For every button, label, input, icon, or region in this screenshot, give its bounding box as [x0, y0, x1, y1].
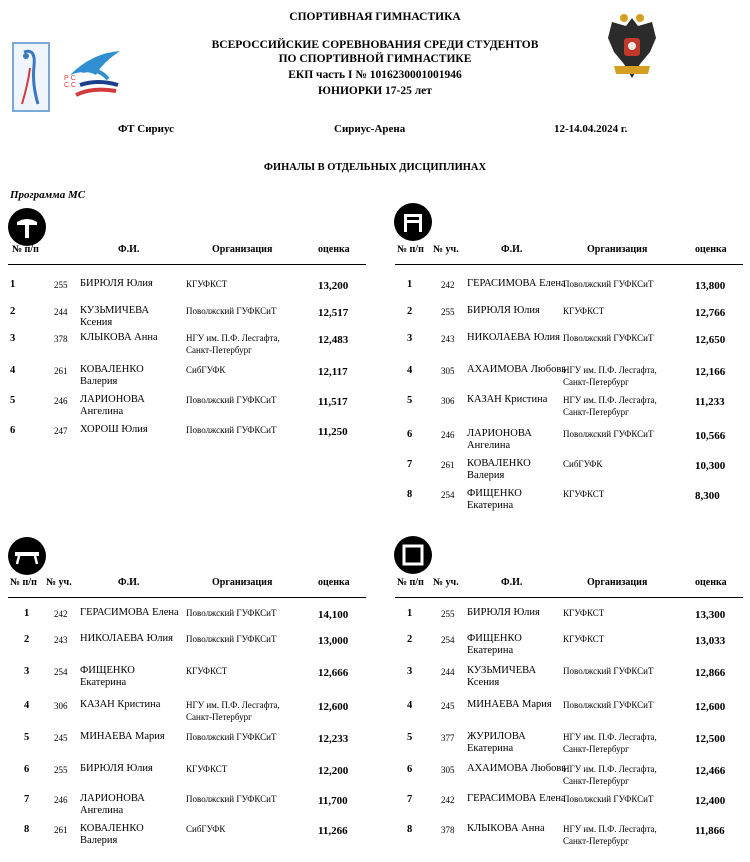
- athlete-name-cell: КУЗЬМИЧЕВА Ксения: [80, 305, 150, 328]
- age-group: ЮНИОРКИ 17-25 лет: [318, 85, 432, 97]
- participant-number-cell: 255: [441, 307, 455, 317]
- header-rule: [8, 264, 366, 265]
- score-cell: 12,233: [318, 733, 349, 745]
- col-header-score: оценка: [318, 577, 350, 588]
- uneven-bars-icon: [394, 203, 432, 241]
- table-row: [0, 763, 375, 791]
- col-header-place: № п/п: [397, 244, 424, 255]
- vault-icon: [8, 208, 46, 246]
- table-row: [0, 699, 375, 727]
- col-header-name: Ф.И.: [118, 244, 140, 255]
- table-row: [387, 633, 750, 661]
- table-row: [0, 332, 375, 360]
- place-cell: 3: [10, 333, 16, 344]
- place-cell: 5: [24, 732, 30, 743]
- athlete-name-cell: ЛАРИОНОВА Ангелина: [80, 793, 145, 816]
- participant-number-cell: 255: [54, 280, 68, 290]
- participant-number-cell: 254: [441, 635, 455, 645]
- participant-number-cell: 246: [54, 795, 68, 805]
- coat-of-arms-emblem: [604, 12, 660, 82]
- competition-title: ВСЕРОССИЙСКИЕ СОРЕВНОВАНИЯ СРЕДИ СТУДЕНТОВ: [211, 39, 539, 51]
- table-row: [0, 633, 375, 661]
- participant-number-cell: 261: [54, 825, 68, 835]
- place-cell: 5: [10, 395, 16, 406]
- table-row: [0, 394, 375, 422]
- athlete-name-cell: ФИЩЕНКО Екатерина: [80, 665, 135, 688]
- score-cell: 12,600: [695, 701, 726, 713]
- participant-number-cell: 246: [441, 430, 455, 440]
- athlete-name-cell: АХАИМОВА Любовь: [467, 364, 567, 375]
- place-cell: 6: [407, 764, 413, 775]
- table-row: [387, 305, 750, 333]
- organization-cell: Поволжский ГУФКСиТ: [186, 425, 277, 435]
- organization-cell: Поволжский ГУФКСиТ: [186, 634, 277, 644]
- program-label: Программа МС: [10, 189, 86, 201]
- section-title: ФИНАЛЫ В ОТДЕЛЬНЫХ ДИСЦИПЛИНАХ: [263, 162, 487, 173]
- organization-cell: НГУ им. П.Ф. Лесгафта, Санкт-Петербург: [186, 700, 280, 722]
- organization-cell: Поволжский ГУФКСиТ: [563, 333, 654, 343]
- place-cell: 6: [10, 425, 16, 436]
- table-row: [387, 488, 750, 516]
- score-cell: 13,000: [318, 635, 349, 647]
- col-header-organization: Организация: [587, 244, 648, 255]
- athlete-name-cell: БИРЮЛЯ Юлия: [467, 305, 540, 316]
- organization-cell: Поволжский ГУФКСиТ: [186, 732, 277, 742]
- header-rule: [8, 597, 366, 598]
- table-row: [387, 394, 750, 422]
- place-cell: 8: [407, 489, 413, 500]
- athlete-name-cell: МИНАЕВА Мария: [467, 699, 552, 710]
- place-cell: 2: [407, 634, 413, 645]
- col-header-number: № уч.: [433, 577, 459, 588]
- place-cell: 4: [10, 365, 16, 376]
- athlete-name-cell: ЛАРИОНОВА Ангелина: [80, 394, 145, 417]
- table-row: [0, 793, 375, 821]
- col-header-organization: Организация: [212, 577, 273, 588]
- organization-cell: НГУ им. П.Ф. Лесгафта, Санкт-Петербург: [563, 824, 657, 846]
- athlete-name-cell: ХОРОШ Юлия: [80, 424, 148, 435]
- participant-number-cell: 244: [54, 307, 68, 317]
- col-header-score: оценка: [318, 244, 350, 255]
- table-row: [387, 428, 750, 456]
- table-row: [387, 731, 750, 759]
- organization-cell: Поволжский ГУФКСиТ: [186, 794, 277, 804]
- place-cell: 1: [10, 279, 16, 290]
- participant-number-cell: 242: [441, 280, 455, 290]
- organization-cell: КГУФКСТ: [186, 666, 228, 676]
- participant-number-cell: 245: [54, 733, 68, 743]
- organization-cell: НГУ им. П.Ф. Лесгафта, Санкт-Петербург: [563, 764, 657, 786]
- organization-cell: НГУ им. П.Ф. Лесгафта, Санкт-Петербург: [563, 365, 657, 387]
- col-header-organization: Организация: [587, 577, 648, 588]
- score-cell: 12,517: [318, 307, 349, 319]
- athlete-name-cell: ГЕРАСИМОВА Елена: [80, 607, 179, 618]
- place-cell: 4: [407, 700, 413, 711]
- organization-cell: НГУ им. П.Ф. Лесгафта, Санкт-Петербург: [563, 732, 657, 754]
- participant-number-cell: 242: [441, 795, 455, 805]
- col-header-score: оценка: [695, 577, 727, 588]
- col-header-score: оценка: [695, 244, 727, 255]
- place-cell: 1: [24, 608, 30, 619]
- table-row: [387, 699, 750, 727]
- athlete-name-cell: БИРЮЛЯ Юлия: [467, 607, 540, 618]
- athlete-name-cell: КАЗАН Кристина: [80, 699, 161, 710]
- athlete-name-cell: БИРЮЛЯ Юлия: [80, 278, 153, 289]
- floor-exercise-icon: [394, 536, 432, 574]
- place-cell: 2: [10, 306, 16, 317]
- organizer: ФТ Сириус: [118, 123, 175, 135]
- organization-cell: СибГУФК: [186, 365, 226, 375]
- score-cell: 13,033: [695, 635, 726, 647]
- organization-cell: Поволжский ГУФКСиТ: [563, 279, 654, 289]
- organization-cell: Поволжский ГУФКСиТ: [186, 395, 277, 405]
- table-row: [387, 793, 750, 821]
- organization-cell: КГУФКСТ: [563, 306, 605, 316]
- place-cell: 4: [24, 700, 30, 711]
- col-header-organization: Организация: [212, 244, 273, 255]
- table-row: [0, 424, 375, 452]
- place-cell: 7: [407, 459, 413, 470]
- score-cell: 13,300: [695, 609, 726, 621]
- venue: Сириус-Арена: [334, 123, 406, 135]
- place-cell: 3: [24, 666, 30, 677]
- score-cell: 12,117: [318, 366, 348, 378]
- participant-number-cell: 254: [54, 667, 68, 677]
- score-cell: 12,466: [695, 765, 726, 777]
- score-cell: 11,517: [318, 396, 348, 408]
- organization-cell: Поволжский ГУФКСиТ: [563, 700, 654, 710]
- participant-number-cell: 254: [441, 490, 455, 500]
- participant-number-cell: 378: [54, 334, 68, 344]
- score-cell: 14,100: [318, 609, 349, 621]
- organization-cell: КГУФКСТ: [563, 634, 605, 644]
- table-row: [387, 332, 750, 360]
- participant-number-cell: 245: [441, 701, 455, 711]
- score-cell: 13,800: [695, 280, 726, 292]
- col-header-place: № п/п: [397, 577, 424, 588]
- organization-cell: Поволжский ГУФКСиТ: [186, 306, 277, 316]
- table-row: [387, 665, 750, 693]
- participant-number-cell: 377: [441, 733, 455, 743]
- athlete-name-cell: ГЕРАСИМОВА Елена: [467, 793, 566, 804]
- col-header-name: Ф.И.: [118, 577, 140, 588]
- score-cell: 11,700: [318, 795, 348, 807]
- table-row: [0, 823, 375, 851]
- place-cell: 4: [407, 365, 413, 376]
- participant-number-cell: 306: [441, 396, 455, 406]
- place-cell: 6: [24, 764, 30, 775]
- col-header-place: № п/п: [10, 577, 37, 588]
- place-cell: 3: [407, 666, 413, 677]
- participant-number-cell: 305: [441, 366, 455, 376]
- participant-number-cell: 243: [441, 334, 455, 344]
- balance-beam-icon: [8, 537, 46, 575]
- athlete-name-cell: КЛЫКОВА Анна: [467, 823, 545, 834]
- place-cell: 8: [407, 824, 413, 835]
- score-cell: 12,766: [695, 307, 726, 319]
- doc-title: СПОРТИВНАЯ ГИМНАСТИКА: [289, 11, 461, 23]
- col-header-place: № п/п: [12, 244, 39, 255]
- athlete-name-cell: КОВАЛЕНКО Валерия: [80, 364, 144, 387]
- place-cell: 7: [407, 794, 413, 805]
- athlete-name-cell: ЖУРИЛОВА Екатерина: [467, 731, 526, 754]
- athlete-name-cell: АХАИМОВА Любовь: [467, 763, 567, 774]
- place-cell: 1: [407, 608, 413, 619]
- place-cell: 2: [24, 634, 30, 645]
- competition-subtitle: ПО СПОРТИВНОЙ ГИМНАСТИКЕ: [278, 53, 472, 65]
- score-cell: 12,500: [695, 733, 726, 745]
- table-row: [0, 665, 375, 693]
- participant-number-cell: 243: [54, 635, 68, 645]
- header-rule: [395, 264, 743, 265]
- score-cell: 10,300: [695, 460, 726, 472]
- organization-cell: Поволжский ГУФКСиТ: [186, 608, 277, 618]
- organization-cell: КГУФКСТ: [563, 489, 605, 499]
- table-row: [0, 278, 375, 306]
- athlete-name-cell: КУЗЬМИЧЕВА Ксения: [467, 665, 537, 688]
- participant-number-cell: 261: [441, 460, 455, 470]
- participant-number-cell: 247: [54, 426, 68, 436]
- col-header-name: Ф.И.: [501, 244, 523, 255]
- place-cell: 5: [407, 732, 413, 743]
- col-header-number: № уч.: [46, 577, 72, 588]
- table-row: [0, 305, 375, 333]
- athlete-name-cell: КОВАЛЕНКО Валерия: [467, 458, 531, 481]
- score-cell: 12,400: [695, 795, 726, 807]
- table-row: [387, 278, 750, 306]
- table-row: [0, 607, 375, 635]
- score-cell: 11,266: [318, 825, 348, 837]
- organization-cell: КГУФКСТ: [186, 764, 228, 774]
- score-cell: 12,200: [318, 765, 349, 777]
- place-cell: 3: [407, 333, 413, 344]
- score-cell: 12,483: [318, 334, 349, 346]
- table-row: [387, 458, 750, 486]
- participant-number-cell: 306: [54, 701, 68, 711]
- score-cell: 12,600: [318, 701, 349, 713]
- place-cell: 5: [407, 395, 413, 406]
- score-cell: 12,666: [318, 667, 349, 679]
- organization-cell: Поволжский ГУФКСиТ: [563, 429, 654, 439]
- athlete-name-cell: ФИЩЕНКО Екатерина: [467, 488, 522, 511]
- score-cell: 12,866: [695, 667, 726, 679]
- score-cell: 11,866: [695, 825, 725, 837]
- organization-cell: Поволжский ГУФКСиТ: [563, 666, 654, 676]
- athlete-name-cell: НИКОЛАЕВА Юлия: [467, 332, 560, 343]
- score-cell: 12,166: [695, 366, 726, 378]
- place-cell: 1: [407, 279, 413, 290]
- table-row: [0, 731, 375, 759]
- score-cell: 12,650: [695, 334, 726, 346]
- participant-number-cell: 242: [54, 609, 68, 619]
- ekp-number: ЕКП часть I № 1016230001001946: [288, 69, 462, 81]
- athlete-name-cell: КЛЫКОВА Анна: [80, 332, 158, 343]
- table-row: [387, 607, 750, 635]
- score-cell: 13,200: [318, 280, 349, 292]
- athlete-name-cell: КАЗАН Кристина: [467, 394, 548, 405]
- place-cell: 2: [407, 306, 413, 317]
- organization-cell: НГУ им. П.Ф. Лесгафта, Санкт-Петербург: [563, 395, 657, 417]
- organization-cell: СибГУФК: [186, 824, 226, 834]
- organization-cell: НГУ им. П.Ф. Лесгафта, Санкт-Петербург: [186, 333, 280, 355]
- athlete-name-cell: НИКОЛАЕВА Юлия: [80, 633, 173, 644]
- score-cell: 8,300: [695, 490, 720, 502]
- organization-cell: КГУФКСТ: [186, 279, 228, 289]
- athlete-name-cell: БИРЮЛЯ Юлия: [80, 763, 153, 774]
- table-row: [387, 823, 750, 851]
- score-cell: 11,233: [695, 396, 725, 408]
- organization-cell: СибГУФК: [563, 459, 603, 469]
- place-cell: 8: [24, 824, 30, 835]
- place-cell: 6: [407, 429, 413, 440]
- score-cell: 10,566: [695, 430, 726, 442]
- participant-number-cell: 255: [54, 765, 68, 775]
- participant-number-cell: 305: [441, 765, 455, 775]
- organization-cell: Поволжский ГУФКСиТ: [563, 794, 654, 804]
- organization-cell: КГУФКСТ: [563, 608, 605, 618]
- col-header-number: № уч.: [433, 244, 459, 255]
- place-cell: 7: [24, 794, 30, 805]
- dates: 12-14.04.2024 г.: [554, 123, 628, 135]
- participant-number-cell: 378: [441, 825, 455, 835]
- gymnast-logo: [12, 42, 50, 112]
- header-rule: [395, 597, 743, 598]
- athlete-name-cell: КОВАЛЕНКО Валерия: [80, 823, 144, 846]
- athlete-name-cell: МИНАЕВА Мария: [80, 731, 165, 742]
- participant-number-cell: 255: [441, 609, 455, 619]
- col-header-name: Ф.И.: [501, 577, 523, 588]
- athlete-name-cell: ЛАРИОНОВА Ангелина: [467, 428, 532, 451]
- rssc-logo: [62, 45, 124, 107]
- rssc-logo-text: Р С С С: [64, 75, 77, 89]
- participant-number-cell: 244: [441, 667, 455, 677]
- table-row: [387, 364, 750, 392]
- table-row: [0, 364, 375, 392]
- athlete-name-cell: ГЕРАСИМОВА Елена: [467, 278, 566, 289]
- participant-number-cell: 261: [54, 366, 68, 376]
- score-cell: 11,250: [318, 426, 348, 438]
- table-row: [387, 763, 750, 791]
- athlete-name-cell: ФИЩЕНКО Екатерина: [467, 633, 522, 656]
- participant-number-cell: 246: [54, 396, 68, 406]
